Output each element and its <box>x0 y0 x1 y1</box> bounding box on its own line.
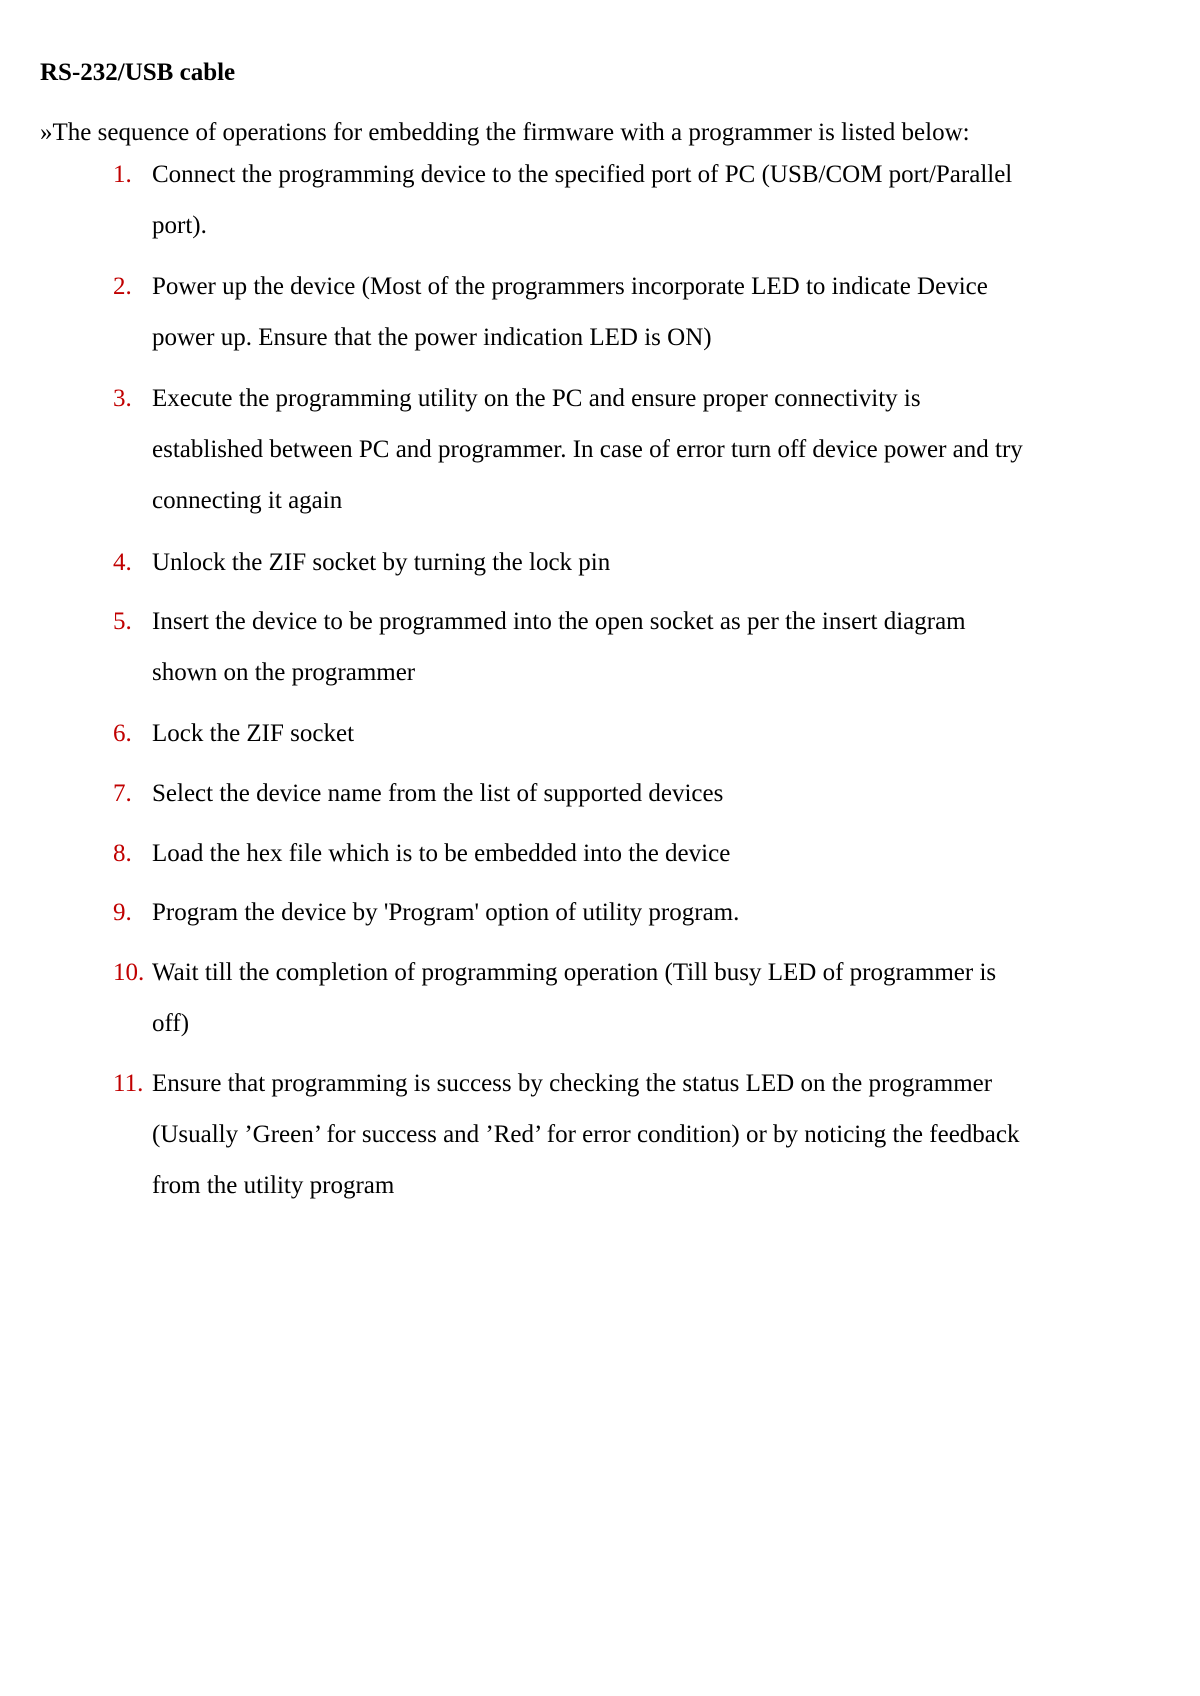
step-text-line: established between PC and programmer. In case of error turn off device power and try <box>152 436 1023 463</box>
step-text-line: Connect the programming device to the specified port of PC (USB/COM port/Parallel <box>152 161 1013 188</box>
step-text-line: Load the hex file which is to be embedded into the device <box>152 840 731 867</box>
step-text-line: Program the device by 'Program' option of utility program. <box>152 899 740 926</box>
step-text-line: power up. Ensure that the power indication LED is ON) <box>152 324 712 351</box>
step-text-line: shown on the programmer <box>152 659 416 686</box>
step-number: 4. <box>113 549 132 576</box>
step-text-line: Insert the device to be programmed into the open socket as per the insert diagram <box>152 608 966 635</box>
step-text-line: Ensure that programming is success by checking the status LED on the programmer <box>152 1070 993 1097</box>
step-text-line: Select the device name from the list of supported devices <box>152 780 724 807</box>
step-number: 3. <box>113 385 132 412</box>
step-text-line: Lock the ZIF socket <box>152 720 355 747</box>
step-text-line: Wait till the completion of programming operation (Till busy LED of programmer is <box>152 959 997 986</box>
step-number: 5. <box>113 608 132 635</box>
step-number: 1. <box>113 161 132 188</box>
intro-paragraph: »The sequence of operations for embedding the firmware with a programmer is listed below: <box>40 119 970 146</box>
step-number: 11. <box>113 1070 144 1097</box>
section-heading: RS-232/USB cable <box>40 59 236 86</box>
step-number: 7. <box>113 780 132 807</box>
step-number: 6. <box>113 720 132 747</box>
step-text-line: off) <box>152 1010 190 1037</box>
step-text-line: Unlock the ZIF socket by turning the lock pin <box>152 549 611 576</box>
step-text-line: Execute the programming utility on the PC and ensure proper connectivity is <box>152 385 921 412</box>
step-number: 9. <box>113 899 132 926</box>
step-text-line: connecting it again <box>152 487 343 514</box>
step-text-line: Power up the device (Most of the programmers incorporate LED to indicate Device <box>152 273 988 300</box>
step-number: 2. <box>113 273 132 300</box>
step-number: 8. <box>113 840 132 867</box>
step-text-line: from the utility program <box>152 1172 395 1199</box>
step-text-line: (Usually ’Green’ for success and ’Red’ for error condition) or by noticing the feedback <box>152 1121 1020 1148</box>
step-number: 10. <box>113 959 145 986</box>
step-text-line: port). <box>152 212 207 239</box>
